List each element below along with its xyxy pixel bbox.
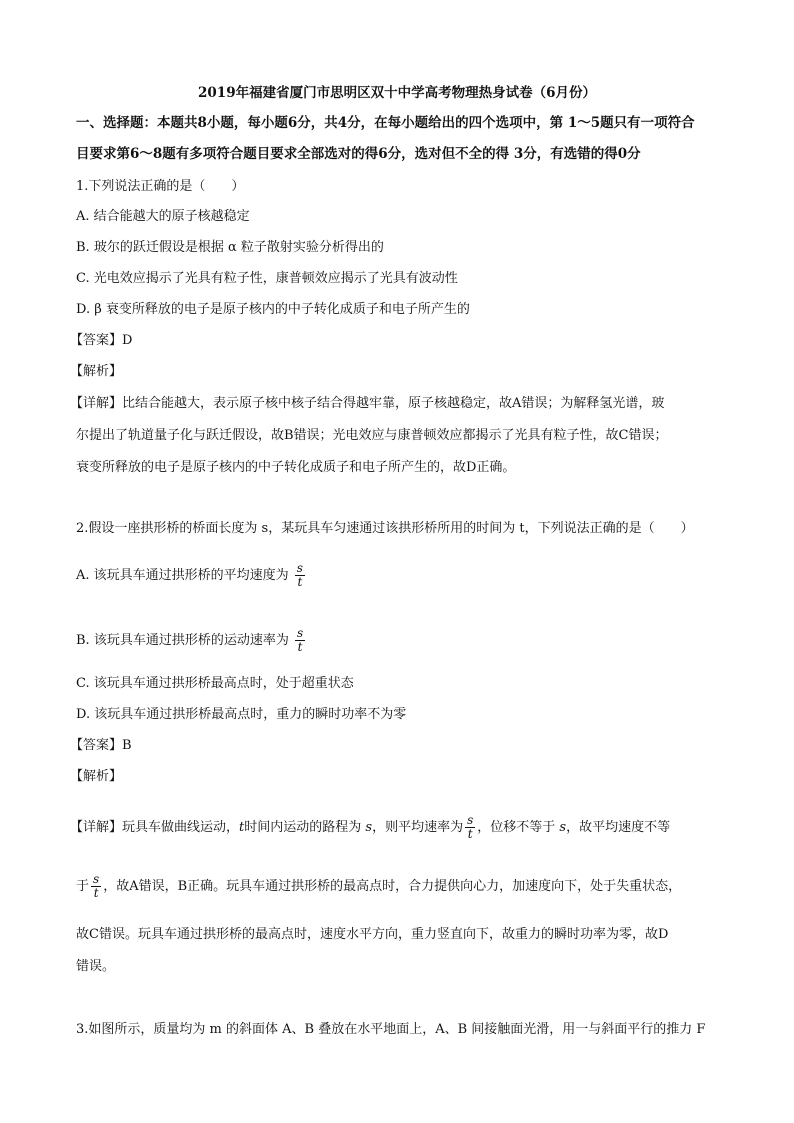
q1-detail-line3: 衰变所释放的电子是原子核内的中子转化成质子和电子所产生的，故D正确。 <box>76 460 516 475</box>
q2-option-a-text: A. 该玩具车通过拱形桥的平均速度为 <box>76 568 289 583</box>
q2-detail-text: 时间内运动的路程为 <box>244 820 362 835</box>
q1-answer: 【答案】D <box>70 333 133 348</box>
q2-detail-var-s: s <box>365 820 373 835</box>
fraction-numerator: s <box>467 813 474 827</box>
q2-detail-line3: 故C错误。玩具车通过拱形桥的最高点时，速度水平方向，重力竖直向下，故重力的瞬时功率为零，故D <box>76 927 669 942</box>
q2-detail-text: 【详解】玩具车做曲线运动， <box>70 820 240 835</box>
fraction-denominator: t <box>467 827 473 841</box>
q1-option-b: B. 玻尔的跃迁假设是根据 α 粒子散射实验分析得出的 <box>76 240 384 255</box>
q2-detail-line4: 错误。 <box>76 959 116 974</box>
q1-detail-line2: 尔提出了轨道量子化与跃迁假设，故B错误；光电效应与康普顿效应都揭示了光具有粒子性，故C错误； <box>76 428 668 443</box>
fraction-numerator: s <box>296 561 303 575</box>
q2-option-b <box>76 627 307 654</box>
q2-answer: 【答案】B <box>70 738 132 753</box>
q2-detail-text: ，故平均速度不等 <box>566 820 671 835</box>
q2-detail-text: ，故A错误，B正确。玩具车通过拱形桥的最高点时，合力提供向心力，加速度向下，处于失重状态， <box>103 879 682 894</box>
q1-analysis-label: 【解析】 <box>70 364 123 379</box>
q2-stem: 2.假设一座拱形桥的桥面长度为 s，某玩具车匀速通过该拱形桥所用的时间为 t，下列说法正确的是（ ） <box>76 521 694 536</box>
q1-detail-line1: 【详解】比结合能越大，表示原子核中核子结合得越牢靠，原子核越稳定，故A错误；为解释氢光谱，玻 <box>70 396 665 411</box>
q2-option-a <box>76 562 307 589</box>
fraction-denominator: t <box>297 640 303 654</box>
fraction-s-over-t <box>465 814 475 841</box>
q2-detail-var-t: t <box>239 820 245 835</box>
fraction-s-over-t <box>91 873 101 900</box>
q1-stem: 1.下列说法正确的是（ ） <box>76 179 245 194</box>
section-heading-line2: 目要求第6～8题有多项符合题目要求全部选对的得6分，选对但不全的得 3分，有选错的得0分 <box>76 146 641 162</box>
fraction-s-over-t <box>295 627 305 654</box>
section-heading-line1: 一、选择题：本题共8小题，每小题6分，共4分，在每小题给出的四个选项中，第 1～5题只有一项符合 <box>76 115 695 131</box>
q3-stem: 3.如图所示，质量均为 m 的斜面体 A、B 叠放在水平地面上，A、B 间接触面光滑，用一与斜面平行的推力 F <box>76 1022 706 1037</box>
q2-detail-line1 <box>70 814 670 841</box>
q2-option-d: D. 该玩具车通过拱形桥最高点时，重力的瞬时功率不为零 <box>76 707 407 722</box>
q1-option-c: C. 光电效应揭示了光具有粒子性，康普顿效应揭示了光具有波动性 <box>76 271 458 286</box>
exam-title: 2019年福建省厦门市思明区双十中学高考物理热身试卷（6月份） <box>198 85 596 101</box>
fraction-numerator: s <box>296 626 304 640</box>
q2-option-b-text: B. 该玩具车通过拱形桥的运动速率为 <box>76 633 289 648</box>
q2-detail-line2 <box>76 873 681 900</box>
fraction-s-over-t <box>295 562 305 589</box>
q2-detail-text: ，则平均速率为 <box>372 820 464 835</box>
q2-analysis-label: 【解析】 <box>70 769 123 784</box>
q2-detail-text: ，位移不等于 <box>477 820 556 835</box>
q2-detail-var-s: s <box>559 820 567 835</box>
q1-option-a: A. 结合能越大的原子核越稳定 <box>76 209 250 224</box>
q1-option-d: D. β 衰变所释放的电子是原子核内的中子转化成质子和电子所产生的 <box>76 302 470 317</box>
q2-detail-text: 于 <box>76 879 90 894</box>
fraction-numerator: s <box>93 872 100 886</box>
q2-option-c: C. 该玩具车通过拱形桥最高点时，处于超重状态 <box>76 676 354 691</box>
fraction-denominator: t <box>93 886 99 900</box>
fraction-denominator: t <box>297 575 303 589</box>
